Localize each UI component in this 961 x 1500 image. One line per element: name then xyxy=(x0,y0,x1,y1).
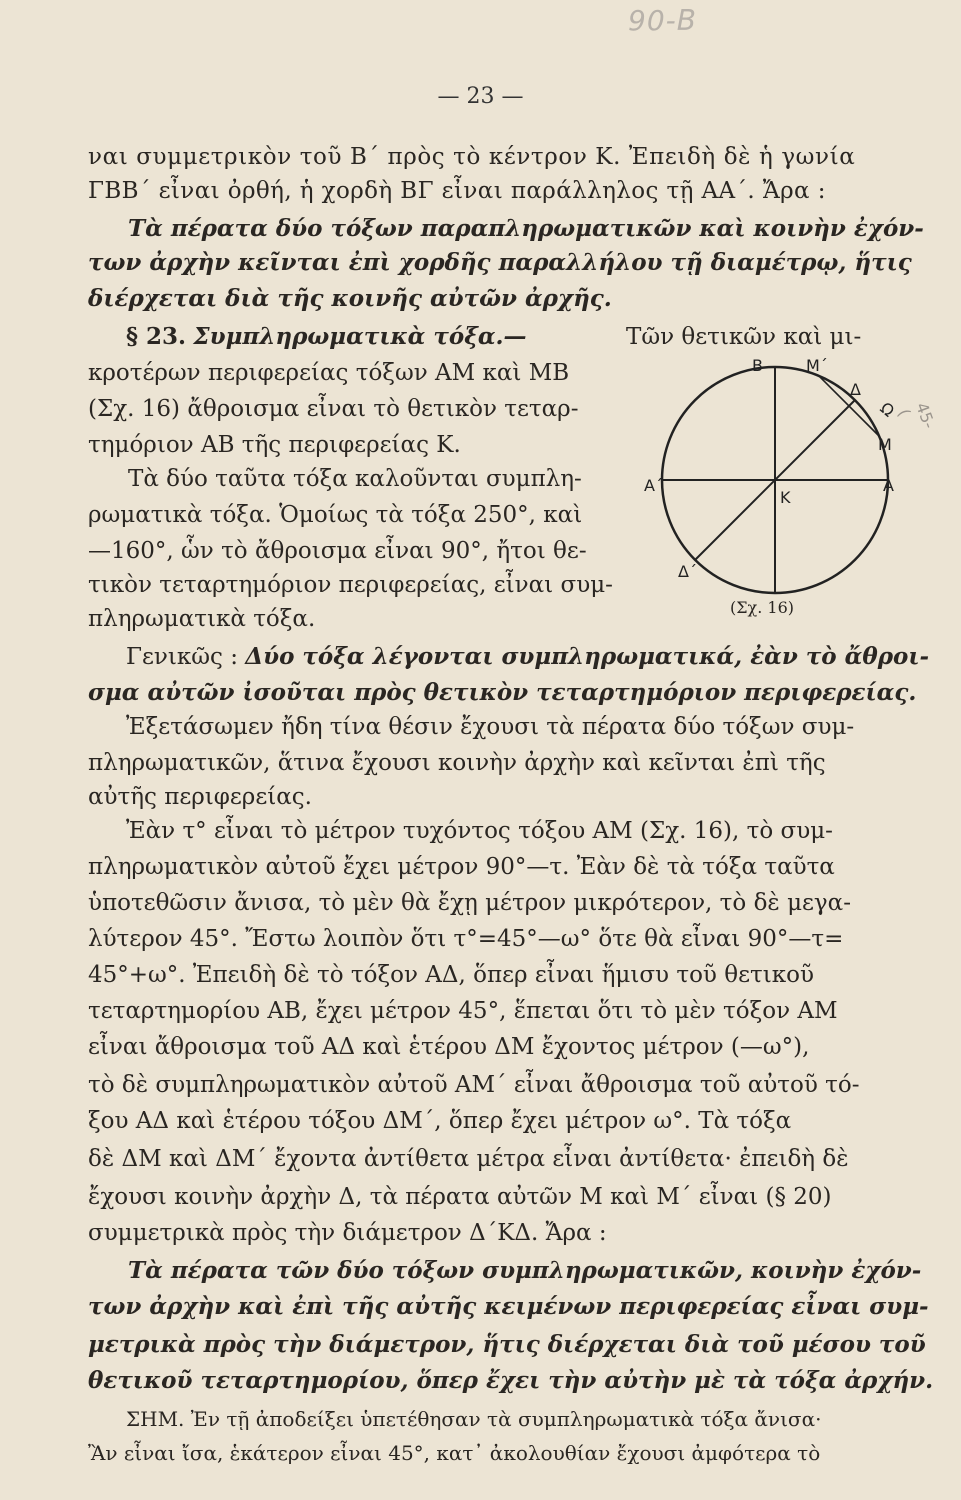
text-line: κροτέρων περιφερείας τόξων ΑΜ καὶ ΜΒ xyxy=(88,360,570,386)
note-line: Ἂν εἶναι ἴσα, ἑκάτερον εἶναι 45°, κατ᾿ ἀκολουθίαν ἔχουσι ἀμφότερα τὸ xyxy=(88,1441,821,1465)
text-line: δὲ ΔΜ καὶ ΔΜ΄ ἔχοντα ἀντίθετα μέτρα εἶναι ἀντίθετα· ἐπειδὴ δὲ xyxy=(88,1146,849,1172)
pencil-annotation: 90-Β xyxy=(628,4,697,37)
definition-text: Δύο τόξα λέγονται συμπληρωματικά, ἐὰν τὸ ἄθροι- xyxy=(245,643,930,670)
text-line: εἶναι ἄθροισμα τοῦ ΑΔ καὶ ἑτέρου ΔΜ ἔχοντος μέτρον (—ω°), xyxy=(88,1034,810,1060)
label-d: Δ xyxy=(850,380,861,399)
text-line: (Σχ. 16) ἄθροισμα εἶναι τὸ θετικὸν τεταρ- xyxy=(88,396,579,422)
text-line: τεταρτημορίου ΑΒ, ἔχει μέτρον 45°, ἕπεται ὅτι τὸ μὲν τόξον ΑΜ xyxy=(88,998,838,1024)
text-line: πληρωματικῶν, ἅτινα ἔχουσι κοινὴν ἀρχὴν καὶ κεῖνται ἐπὶ τῆς xyxy=(88,750,826,776)
text-line: συμμετρικὰ πρὸς τὴν διάμετρον Δ΄ΚΔ. Ἄρα : xyxy=(88,1220,607,1246)
text-line: ὑποτεθῶσιν ἄνισα, τὸ μὲν θὰ ἔχῃ μέτρον μικρότερον, τὸ δὲ μεγα- xyxy=(88,890,851,916)
text-line: τημόριον ΑΒ τῆς περιφερείας Κ. xyxy=(88,432,461,458)
text-line: ναι συμμετρικὸν τοῦ Β΄ πρὸς τὸ κέντρον Κ. Ἐπειδὴ δὲ ἡ γωνία xyxy=(88,144,856,170)
text-line: ΓΒΒ΄ εἶναι ὀρθή, ἡ χορδὴ ΒΓ εἶναι παράλληλος τῇ ΑΑ΄. Ἄρα : xyxy=(88,178,826,204)
page-number: — 23 — xyxy=(437,84,524,109)
label-w: Ω xyxy=(876,398,899,421)
figure-16-diagram xyxy=(640,355,930,600)
label-m: Μ xyxy=(878,435,892,454)
text-line: αὐτῆς περιφερείας. xyxy=(88,784,312,810)
figure-caption: (Σχ. 16) xyxy=(730,598,795,617)
theorem-line: διέρχεται διὰ τῆς κοινῆς αὐτῶν ἀρχῆς. xyxy=(88,285,612,312)
theorem-line: θετικοῦ τεταρτημορίου, ὅπερ ἔχει τὴν αὐτὴν μὲ τὰ τόξα ἀρχήν. xyxy=(88,1367,934,1394)
theorem-line: Τὰ πέρατα τῶν δύο τόξων συμπληρωματικῶν, κοινὴν ἐχόν- xyxy=(128,1257,922,1284)
label-k: Κ xyxy=(780,488,791,507)
text-line: Τῶν θετικῶν καὶ μι- xyxy=(626,324,862,350)
text-line: ἔχουσι κοινὴν ἀρχὴν Δ, τὰ πέρατα αὐτῶν Μ καὶ Μ΄ εἶναι (§ 20) xyxy=(88,1184,832,1210)
label-a: Α xyxy=(883,476,894,495)
section-heading xyxy=(126,320,527,354)
margin-pencil-note: 45-( xyxy=(894,400,939,432)
text-line: πληρωματικὸν αὐτοῦ ἔχει μέτρον 90°—τ. Ἐὰν δὲ τὰ τόξα ταῦτα xyxy=(88,854,835,880)
definition-line: σμα αὐτῶν ἰσοῦται πρὸς θετικὸν τεταρτημόριον περιφερείας. xyxy=(88,679,917,706)
text-line: ξου ΑΔ καὶ ἑτέρου τόξου ΔΜ΄, ὅπερ ἔχει μέτρον ω°. Τὰ τόξα xyxy=(88,1108,792,1134)
theorem-line: μετρικὰ πρὸς τὴν διάμετρον, ἥτις διέρχεται διὰ τοῦ μέσου τοῦ xyxy=(88,1331,926,1358)
section-number: § 23. xyxy=(126,323,187,350)
text-line: ρωματικὰ τόξα. Ὁμοίως τὰ τόξα 250°, καὶ xyxy=(88,502,583,528)
text-line: —160°, ὧν τὸ ἄθροισμα εἶναι 90°, ἤτοι θε- xyxy=(88,538,587,564)
theorem-line: των ἀρχὴν καὶ ἐπὶ τῆς αὐτῆς κειμένων περιφερείας εἶναι συμ- xyxy=(88,1293,929,1320)
text-line: τὸ δὲ συμπληρωματικὸν αὐτοῦ ΑΜ΄ εἶναι ἄθροισμα τοῦ αὐτοῦ τό- xyxy=(88,1072,860,1098)
theorem-line: Τὰ πέρατα δύο τόξων παραπληρωματικῶν καὶ κοινὴν ἐχόν- xyxy=(128,215,924,242)
label-b: Β xyxy=(752,356,763,375)
section-title: Συμπληρωματικὰ τόξα.— xyxy=(193,323,527,350)
theorem-line: των ἀρχὴν κεῖνται ἐπὶ χορδῆς παραλλήλου τῇ διαμέτρῳ, ἥτις xyxy=(88,249,912,276)
text-line: τικὸν τεταρτημόριον περιφερείας, εἶναι συμ- xyxy=(88,572,613,598)
text-line: Ἐξετάσωμεν ἤδη τίνα θέσιν ἔχουσι τὰ πέρατα δύο τόξων συμ- xyxy=(126,714,855,740)
note-line: ΣΗΜ. Ἐν τῇ ἀποδείξει ὑπετέθησαν τὰ συμπληρωματικὰ τόξα ἄνισα· xyxy=(126,1407,822,1431)
text-line: Τὰ δύο ταῦτα τόξα καλοῦνται συμπλη- xyxy=(128,466,582,492)
definition-lead: Γενικῶς : xyxy=(126,644,246,670)
text-line: λύτερον 45°. Ἔστω λοιπὸν ὅτι τ°=45°—ω° ὅτε θὰ εἶναι 90°—τ= xyxy=(88,926,844,952)
label-d-prime: Δ΄ xyxy=(678,562,697,581)
text-line: Ἐὰν τ° εἶναι τὸ μέτρον τυχόντος τόξου ΑΜ (Σχ. 16), τὸ συμ- xyxy=(126,818,833,844)
label-a-prime: Α΄ xyxy=(644,476,663,495)
label-m-prime: Μ΄ xyxy=(806,356,828,375)
text-line: πληρωματικὰ τόξα. xyxy=(88,606,316,632)
definition-line xyxy=(126,640,929,674)
text-line: 45°+ω°. Ἐπειδὴ δὲ τὸ τόξον ΑΔ, ὅπερ εἶναι ἥμισυ τοῦ θετικοῦ xyxy=(88,962,814,988)
